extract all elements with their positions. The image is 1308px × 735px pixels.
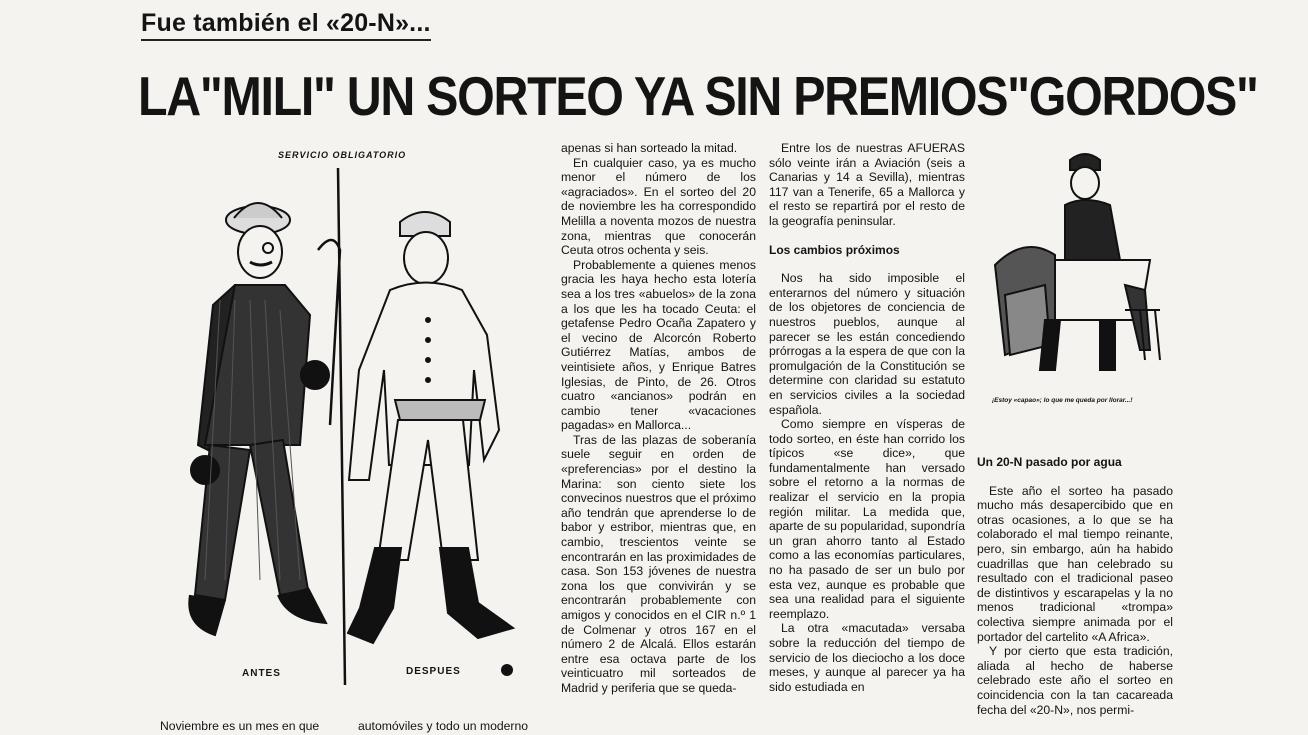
paragraph: Y por cierto que esta tradición, aliada al hecho de haberse celebrado este año el sorteo en coincidencia con la tan cacareada fecha del «20-N», nos permi- (977, 644, 1173, 717)
paragraph: La otra «macutada» versaba sobre la reducción del tiempo de servicio de los dieciocho a los doce meses, y aunque al parecer ya ha sido estudiada en (769, 621, 965, 694)
cartoon-woman-crying (985, 145, 1175, 404)
column-3 (769, 141, 965, 694)
headline: LA"MILI" UN SORTEO YA SIN PREMIOS"GORDOS" (138, 65, 1258, 127)
illustration-antes-despues (150, 140, 555, 700)
paragraph: En cualquier caso, ya es mucho menor el número de los «agraciados». En el sorteo del 20 de noviembre les ha correspondido Melilla a noventa mozos de nuestra zona, mientras que conocerán Ceuta otros ochenta y seis. (561, 155, 756, 258)
kicker: Fue también el «20-N»... (141, 8, 431, 41)
cartoon-caption: ¡Estoy «capao»; lo que me queda por llorar...! (992, 397, 1133, 404)
column-1-start: Noviembre es un mes en que (160, 719, 320, 733)
subheading: Los cambios próximos (769, 242, 900, 257)
cartoon-soldiers-image (150, 140, 555, 700)
paragraph: Entre los de nuestras AFUERAS sólo veinte irán a Aviación (seis a Canarias y 14 a Sevilla), mientras 117 van a Tenerife, 65 a Mallorca y el resto se repartirá por el resto de la geografía peninsular. (769, 141, 965, 228)
paragraph: Como siempre en vísperas de todo sorteo, en éste han corrido los típicos «se dice», que fundamentalmente han versado sobre el retorno a la normas de realizar el servicio en la propia región militar. La medida que, aparte de su popularidad, supondría un gran ahorro tanto al Estado como a las economías particulares, no ha pasado de ser un bulo por esta vez, aunque es probable que sea una realidad para el siguiente reemplazo. (769, 417, 965, 621)
paragraph: Probablemente a quienes menos gracia les haya hecho esta lotería sea a los tres «abuelos» de la zona a los que les ha tocado Ceuta: el getafense Pedro Ocaña Zapatero y el vecino de Alcorcón Roberto Gutiérrez Matías, ambos de veintisiete años, y Enrique Batres Iglesias, de Pinto, de 26. Otros cuatro «ancianos» podrán en cambio tener «vacaciones pagadas» en Mallorca... (561, 257, 756, 433)
paragraph: Tras de las plazas de soberanía suele seguir en orden de «preferencias» por el destino la Marina: son ciento siete los convecinos nuestros que el próximo año tendrán que aprenderse lo de babor y estribor, mientras que, en cambio, trescientos veinte se encontrarán en las proximidades de casa. Son 153 jóvenes de nuestra zona los que convivirán y se encontrarán probablemente con amigos y conocidos en el CIR n.º 1 de Colmenar y otros 167 en el número 2 de Alcalá. Ellos estarán entre esa octava parte de los veinticuatro mil sorteados de Madrid y periferia que se queda- (561, 432, 756, 695)
column-2 (561, 141, 756, 696)
column-4 (977, 455, 1173, 717)
cartoon-woman-image (985, 145, 1175, 395)
subheading: Un 20-N pasado por agua (977, 455, 1122, 469)
paragraph: apenas si han sorteado la mitad. (561, 141, 738, 155)
label-antes: ANTES (242, 668, 281, 679)
paragraph: Nos ha sido imposible el enterarnos del número y situación de los objetores de conciencia de nuestros pueblos, aunque al parecer se les están concediendo prórrogas a la espera de que con la promulgación de la Constitución se determine con claridad su estatuto en servicios civiles a la sociedad española. (769, 271, 965, 417)
paragraph: Este año el sorteo ha pasado mucho más desapercibido que en otras ocasiones, a lo que se ha colaborado el mal tiempo reinante, pero, sin embargo, aún ha habido cuadrillas que han celebrado su resultado con el tradicional paseo de distintivos y escarapelas y la no menos tradicional «trompa» colectiva siempre animada por el portador del cartelito «A Africa». (977, 483, 1173, 644)
illustration-caption: SERVICIO OBLIGATORIO (278, 150, 407, 160)
column-1b-start: automóviles y todo un moderno (358, 719, 529, 733)
label-despues: DESPUES (406, 666, 461, 677)
